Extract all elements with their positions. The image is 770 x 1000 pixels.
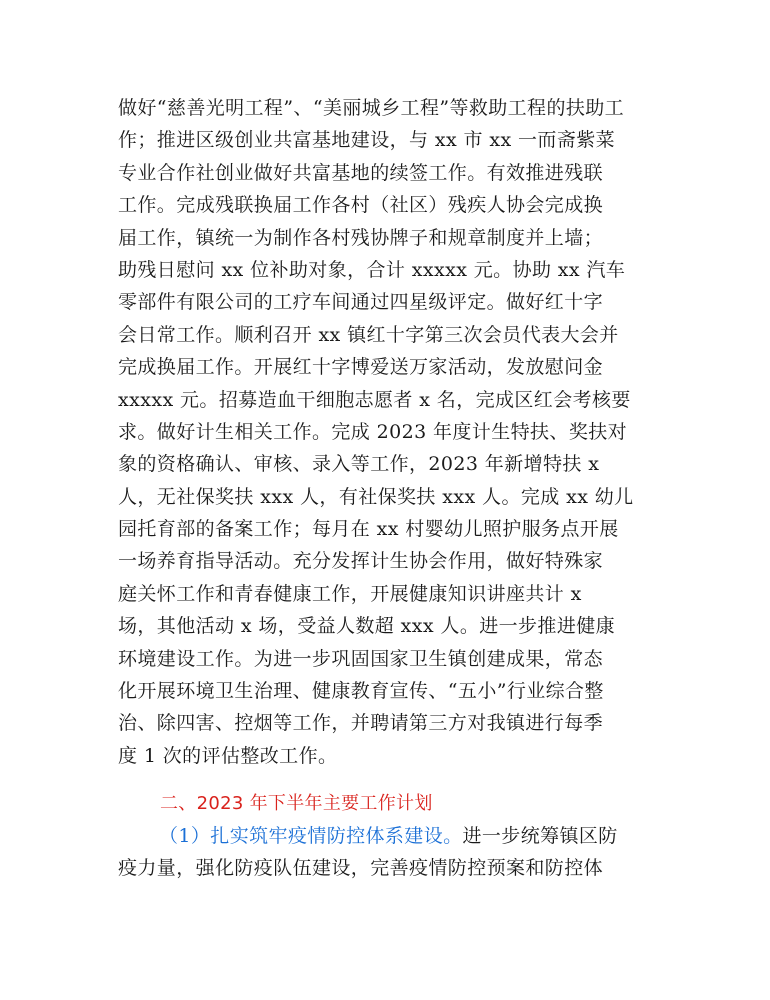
plan-line-1-rest: 进一步统筹镇区防: [462, 825, 618, 847]
body-paragraph: [118, 92, 658, 772]
plan-paragraph: [118, 820, 658, 885]
paragraph-line: 人，无社保奖扶 xxx 人，有社保奖扶 xxx 人。完成 xx 幼儿: [118, 485, 634, 508]
paragraph-line: 作；推进区级创业共富基地建设，与 xx 市 xx 一而斋紫菜: [118, 129, 616, 152]
paragraph-line: 环境建设工作。为进一步巩固国家卫生镇创建成果，常态: [118, 647, 604, 670]
paragraph-line: 治、除四害、控烟等工作，并聘请第三方对我镇进行每季: [118, 712, 604, 735]
paragraph-line: 助残日慰问 xx 位补助对象，合计 xxxxx 元。协助 xx 汽车: [118, 258, 626, 281]
paragraph-line: 完成换届工作。开展红十字博爱送万家活动，发放慰问金: [118, 356, 604, 379]
paragraph-line: 化开展环境卫生治理、健康教育宣传、“五小”行业综合整: [118, 680, 604, 703]
paragraph-line: 零部件有限公司的工疗车间通过四星级评定。做好红十字: [118, 291, 604, 314]
paragraph-line: 做好“慈善光明工程”、“美丽城乡工程”等救助工程的扶助工: [118, 97, 625, 119]
paragraph-line: 专业合作社创业做好共富基地的续签工作。有效推进残联: [118, 161, 604, 184]
plan-item-number: （1）: [159, 825, 211, 847]
plan-line-2: 疫力量，强化防疫队伍建设，完善疫情防控预案和防控体: [118, 857, 604, 880]
paragraph-line: 庭关怀工作和青春健康工作，开展健康知识讲座共计 x: [118, 582, 582, 605]
paragraph-line: 求。做好计生相关工作。完成 2023 年度计生特扶、奖扶对: [118, 420, 628, 443]
paragraph-line: 度 1 次的评估整改工作。: [118, 744, 338, 767]
paragraph-line: 会日常工作。顺利召开 xx 镇红十字第三次会员代表大会并: [118, 323, 619, 346]
paragraph-line: xxxxx 元。招募造血干细胞志愿者 x 名，完成区红会考核要: [118, 388, 631, 411]
paragraph-line: 届工作，镇统一为制作各村残协牌子和规章制度并上墙；: [118, 226, 604, 249]
plan-item-lead: 扎实筑牢疫情防控体系建设。: [210, 825, 463, 847]
section-heading: 二、2023 年下半年主要工作计划: [160, 793, 433, 814]
paragraph-line: 场，其他活动 x 场，受益人数超 xxx 人。进一步推进健康: [118, 615, 616, 638]
plan-line-1: [118, 820, 658, 852]
paragraph-line: 象的资格确认、审核、录入等工作，2023 年新增特扶 x: [118, 453, 600, 476]
paragraph-line: 一场养育指导活动。充分发挥计生协会作用，做好特殊家: [118, 550, 604, 573]
paragraph-line: 工作。完成残联换届工作各村（社区）残疾人协会完成换: [118, 194, 604, 217]
paragraph-line: 园托育部的备案工作；每月在 xx 村婴幼儿照护服务点开展: [118, 518, 619, 541]
